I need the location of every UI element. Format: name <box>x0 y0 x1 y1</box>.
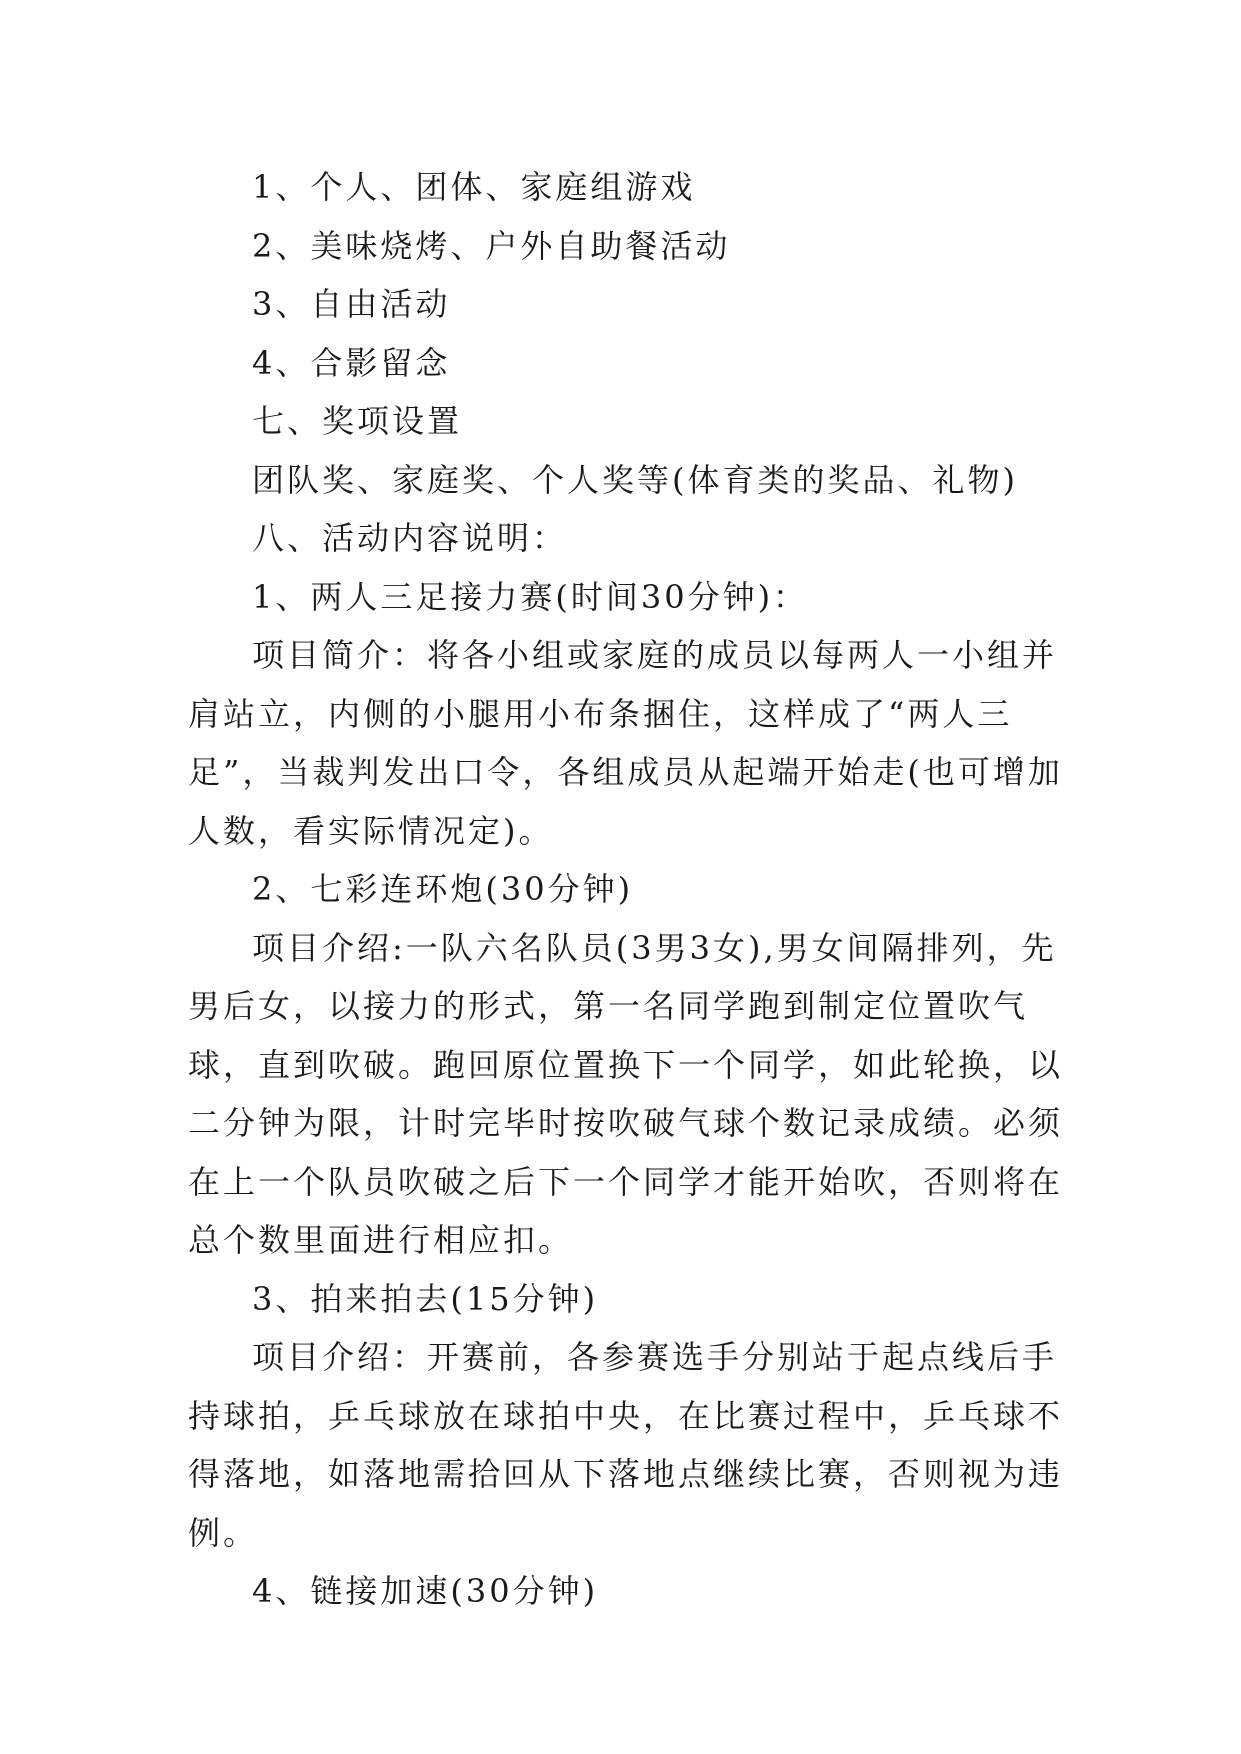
activity-description-paddle-relay: 项目介绍：开赛前，各参赛选手分别站于起点线后手持球拍，乒乓球放在球拍中央，在比赛过程中，乒乓球不得落地，如落地需拾回从下落地点继续比赛，否则视为违例。 <box>188 1338 1064 1552</box>
list-item-free-activity: 3、自由活动 <box>252 285 451 323</box>
list-item-group-photo: 4、合影留念 <box>252 343 451 382</box>
document-body <box>188 158 1068 1621</box>
list-item-personal-games: 1、个人、团体、家庭组游戏 <box>252 168 696 206</box>
section-heading-awards: 七、奖项设置 <box>252 402 463 440</box>
activity-description-three-legged-race: 项目简介：将各小组或家庭的成员以每两人一小组并肩站立，内侧的小腿用小布条捆住，这样成了“两人三足”，当裁判发出口令，各组成员从起端开始走(也可增加人数，看实际情况定)。 <box>188 636 1063 850</box>
activity-heading-link-acceleration: 4、链接加速(30分钟) <box>252 1572 599 1610</box>
activity-heading-paddle-relay: 3、拍来拍去(15分钟) <box>252 1279 599 1318</box>
section-heading-activities: 八、活动内容说明： <box>252 519 568 557</box>
activity-heading-balloon-relay: 2、七彩连环炮(30分钟) <box>252 870 634 908</box>
activity-heading-three-legged-race: 1、两人三足接力赛(时间30分钟)： <box>252 577 809 616</box>
awards-description: 团队奖、家庭奖、个人奖等(体育类的奖品、礼物) <box>252 460 1018 499</box>
activity-description-balloon-relay: 项目介绍:一队六名队员(3男3女),男女间隔排列，先男后女，以接力的形式，第一名同学跑到制定位置吹气球，直到吹破。跑回原位置换下一个同学，如此轮换，以二分钟为限，计时完毕时按吹破气球个数记录成绩。必须在上一个队员吹破之后下一个同学才能开始吹，否则将在总个数里面进行相应扣。 <box>188 928 1064 1259</box>
list-item-bbq-buffet: 2、美味烧烤、户外自助餐活动 <box>252 226 731 265</box>
